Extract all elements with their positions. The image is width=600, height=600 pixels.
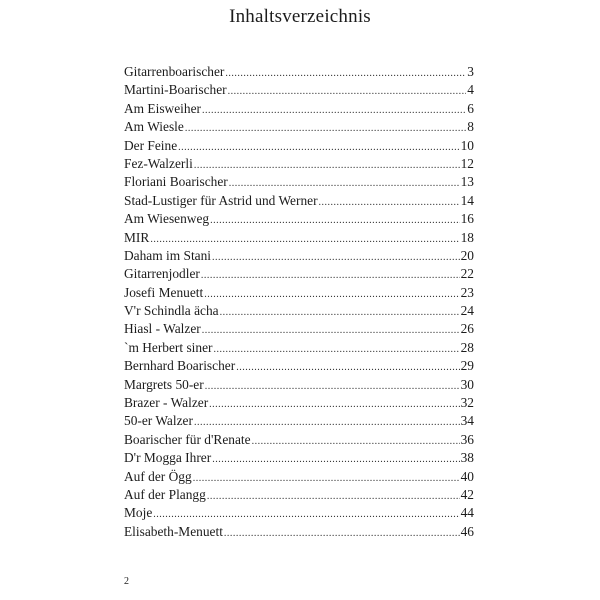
- toc-entry-title: MIR: [124, 229, 150, 245]
- toc-entry: [124, 173, 474, 191]
- toc-entry-page: 4: [467, 82, 474, 98]
- toc-entry-page: 30: [460, 376, 474, 392]
- toc-leader-dots: [210, 212, 459, 230]
- toc-entry-title: 50-er Walzer: [124, 413, 193, 429]
- toc-entry-title: Margrets 50-er: [124, 376, 204, 392]
- toc-entry-page: 34: [460, 413, 474, 429]
- toc-entry: [124, 376, 474, 394]
- toc-entry-title: Am Eisweiher: [124, 100, 201, 116]
- toc-entry-title: Bernhard Boarischer: [124, 358, 236, 374]
- toc-entry: [124, 192, 474, 210]
- toc-leader-dots: [204, 286, 459, 304]
- toc-entry-page: 22: [460, 266, 474, 282]
- toc-entry: [124, 486, 474, 504]
- toc-entry-title: Floriani Boarischer: [124, 174, 228, 190]
- toc-leader-dots: [228, 83, 467, 101]
- toc-leader-dots: [214, 341, 460, 359]
- toc-entry: [124, 284, 474, 302]
- toc-entry-title: `m Herbert siner: [124, 339, 213, 355]
- toc-entry: [124, 523, 474, 541]
- table-of-contents: [124, 63, 474, 541]
- toc-entry-page: 8: [467, 119, 474, 135]
- toc-entry: [124, 468, 474, 486]
- toc-entry-title: D'r Mogga Ihrer: [124, 450, 212, 466]
- toc-entry: [124, 394, 474, 412]
- toc-entry-title: Daham im Stani: [124, 247, 212, 263]
- toc-leader-dots: [202, 102, 466, 120]
- toc-leader-dots: [178, 139, 459, 157]
- toc-entry-page: 38: [460, 450, 474, 466]
- toc-entry: [124, 100, 474, 118]
- toc-leader-dots: [212, 451, 459, 469]
- toc-entry: [124, 504, 474, 522]
- toc-entry-page: 16: [460, 211, 474, 227]
- toc-entry-title: V'r Schindla ächa: [124, 303, 219, 319]
- toc-entry-title: Josefi Menuett: [124, 284, 204, 300]
- toc-entry: [124, 449, 474, 467]
- toc-entry-page: 14: [460, 192, 474, 208]
- toc-entry-title: Moje: [124, 505, 153, 521]
- toc-leader-dots: [207, 488, 460, 506]
- toc-entry-page: 18: [460, 229, 474, 245]
- toc-entry-title: Gitarrenboarischer: [124, 64, 225, 79]
- toc-entry-page: 36: [460, 431, 474, 447]
- toc-leader-dots: [205, 378, 460, 396]
- toc-leader-dots: [252, 433, 460, 451]
- toc-entry-page: 13: [460, 174, 474, 190]
- toc-entry: [124, 63, 474, 81]
- toc-entry-page: 44: [460, 505, 474, 521]
- toc-leader-dots: [209, 396, 459, 414]
- toc-entry: [124, 431, 474, 449]
- toc-entry-title: Martini-Boarischer: [124, 82, 227, 98]
- toc-entry-title: Gitarrenjodler: [124, 266, 200, 282]
- toc-entry-page: 12: [460, 155, 474, 171]
- toc-entry: [124, 155, 474, 173]
- toc-leader-dots: [202, 322, 460, 340]
- toc-entry-page: 10: [460, 137, 474, 153]
- toc-entry: [124, 210, 474, 228]
- toc-entry-title: Hiasl - Walzer: [124, 321, 201, 337]
- toc-entry: [124, 320, 474, 338]
- toc-entry: [124, 229, 474, 247]
- toc-entry: [124, 265, 474, 283]
- toc-entry-title: Stad-Lustiger für Astrid und Werner: [124, 192, 318, 208]
- toc-leader-dots: [201, 267, 460, 285]
- toc-entry-page: 24: [460, 303, 474, 319]
- toc-entry-page: 26: [460, 321, 474, 337]
- toc-entry: [124, 81, 474, 99]
- toc-entry: [124, 118, 474, 136]
- toc-entry-title: Brazer - Walzer: [124, 395, 209, 411]
- toc-entry-title: Am Wiesenweg: [124, 211, 210, 227]
- page-title: Inhaltsverzeichnis: [229, 6, 371, 27]
- toc-entry-page: 32: [460, 395, 474, 411]
- toc-entry-page: 20: [460, 247, 474, 263]
- toc-entry-page: 40: [460, 468, 474, 484]
- toc-entry: [124, 339, 474, 357]
- toc-entry-title: Am Wiesle: [124, 119, 184, 135]
- toc-leader-dots: [224, 525, 460, 543]
- toc-entry-title: Elisabeth-Menuett: [124, 523, 223, 539]
- toc-entry-page: 23: [460, 284, 474, 300]
- toc-entry: [124, 357, 474, 375]
- toc-entry-title: Boarischer für d'Renate: [124, 431, 251, 447]
- toc-entry-title: Auf der Plangg: [124, 486, 206, 502]
- toc-entry-title: Auf der Ögg: [124, 468, 192, 484]
- toc-entry-page: 6: [467, 100, 474, 116]
- toc-leader-dots: [225, 65, 466, 83]
- toc-entry-page: 46: [460, 523, 474, 539]
- toc-leader-dots: [194, 157, 460, 175]
- toc-entry-page: 29: [460, 358, 474, 374]
- toc-leader-dots: [236, 359, 459, 377]
- toc-entry-title: Fez-Walzerli: [124, 155, 193, 171]
- toc-entry-title: Der Feine: [124, 137, 178, 153]
- toc-leader-dots: [193, 470, 460, 488]
- toc-entry-page: 42: [460, 486, 474, 502]
- toc-leader-dots: [185, 120, 466, 138]
- toc-entry-page: 28: [460, 339, 474, 355]
- toc-entry: [124, 247, 474, 265]
- toc-entry-page: 3: [467, 64, 474, 79]
- toc-leader-dots: [212, 249, 460, 267]
- page-number: 2: [124, 576, 129, 587]
- toc-leader-dots: [319, 194, 460, 212]
- toc-entry: [124, 302, 474, 320]
- toc-entry: [124, 412, 474, 430]
- toc-leader-dots: [220, 304, 460, 322]
- toc-entry: [124, 137, 474, 155]
